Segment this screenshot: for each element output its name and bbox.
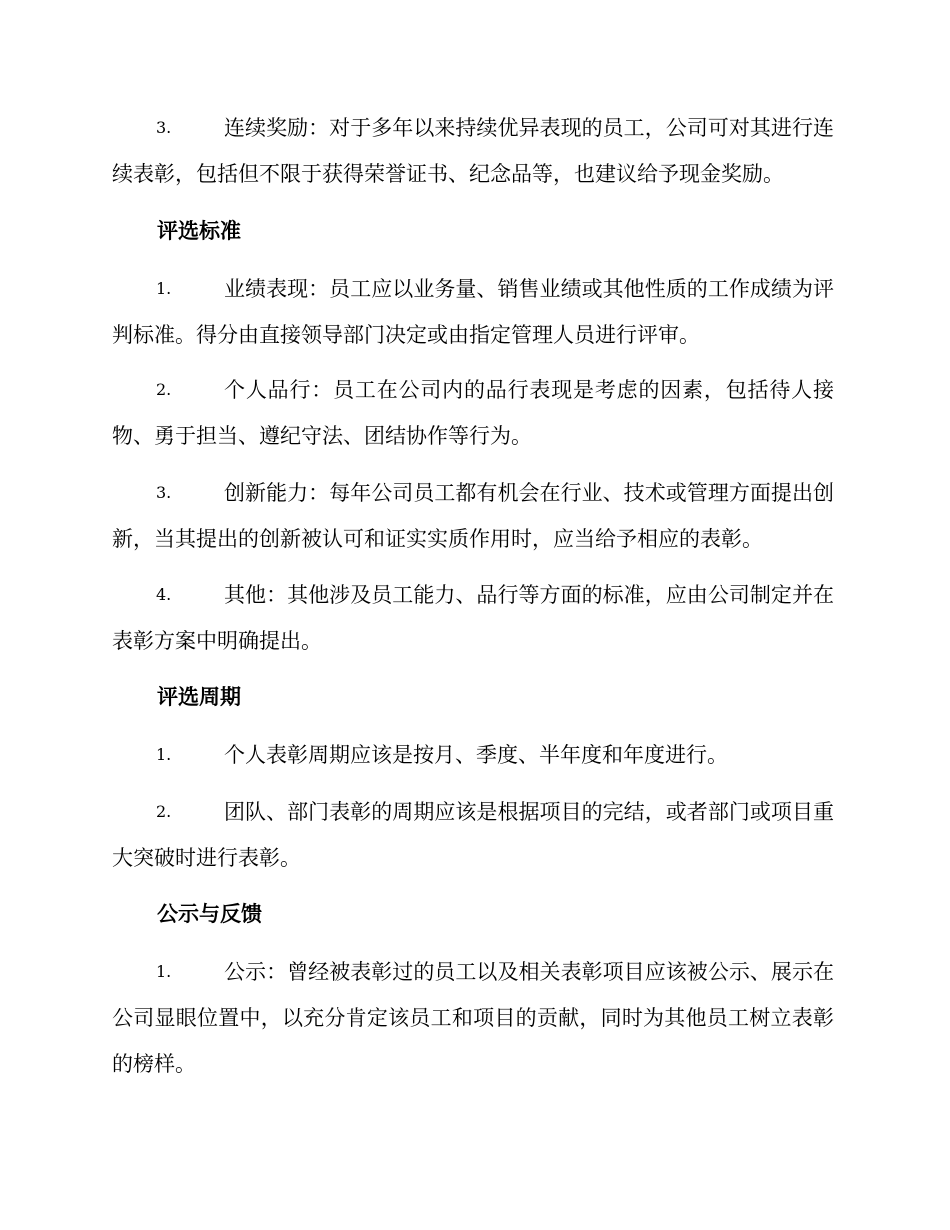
section-heading-feedback: 公示与反馈 (157, 902, 262, 926)
list-number: 1. (156, 745, 172, 764)
list-item-continuous-reward (112, 105, 834, 197)
section-heading-period: 评选周期 (157, 685, 241, 709)
list-number: 3. (156, 483, 172, 502)
list-item-text: 业绩表现：员工应以业务量、销售业绩或其他性质的工作成绩为评判标准。得分由直接领导部门决定或由指定管理人员进行评审。 (112, 277, 834, 347)
list-item-text: 其他：其他涉及员工能力、品行等方面的标准，应由公司制定并在表彰方案中明确提出。 (112, 583, 834, 653)
list-item-publicity (112, 949, 834, 1087)
list-item-text: 创新能力：每年公司员工都有机会在行业、技术或管理方面提出创新，当其提出的创新被认可和证实实质作用时，应当给予相应的表彰。 (112, 481, 834, 551)
list-item-text: 个人表彰周期应该是按月、季度、半年度和年度进行。 (224, 743, 728, 767)
list-item-other (112, 572, 834, 664)
list-item-individual-period (112, 732, 834, 778)
list-item-text: 团队、部门表彰的周期应该是根据项目的完结，或者部门或项目重大突破时进行表彰。 (112, 800, 834, 870)
list-item-team-period (112, 789, 834, 881)
list-number: 2. (156, 380, 172, 399)
list-item-text: 公示：曾经被表彰过的员工以及相关表彰项目应该被公示、展示在公司显眼位置中，以充分肯定该员工和项目的贡献，同时为其他员工树立表彰的榜样。 (112, 960, 834, 1076)
list-number: 3. (156, 118, 172, 137)
section-heading-criteria: 评选标准 (157, 219, 241, 243)
list-item-performance (112, 266, 834, 358)
list-item-text: 个人品行：员工在公司内的品行表现是考虑的因素，包括待人接物、勇于担当、遵纪守法、团结协作等行为。 (112, 378, 834, 448)
list-item-conduct (112, 367, 834, 459)
list-number: 4. (156, 585, 172, 604)
list-number: 2. (156, 802, 172, 821)
list-number: 1. (156, 962, 172, 981)
list-item-innovation (112, 470, 834, 562)
list-number: 1. (156, 279, 172, 298)
list-item-text: 连续奖励：对于多年以来持续优异表现的员工，公司可对其进行连续表彰，包括但不限于获得荣誉证书、纪念品等，也建议给予现金奖励。 (112, 116, 834, 186)
